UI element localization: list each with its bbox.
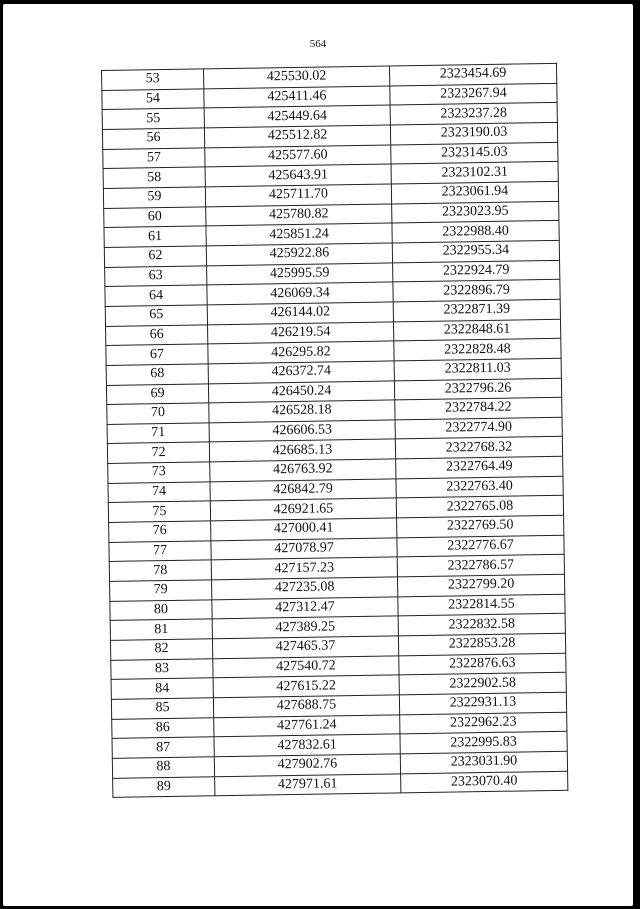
- point-number-cell: 85: [111, 698, 213, 719]
- y-coordinate-cell: 2322763.40: [396, 476, 563, 498]
- x-coordinate-cell: 427312.47: [212, 597, 398, 620]
- y-coordinate-cell: 2322871.39: [393, 299, 560, 321]
- x-coordinate-cell: 426295.82: [208, 341, 394, 364]
- point-number-cell: 75: [108, 501, 210, 522]
- x-coordinate-cell: 425922.86: [206, 243, 392, 266]
- point-number-cell: 56: [102, 128, 204, 149]
- point-number-cell: 72: [107, 442, 209, 463]
- page-number: 564: [309, 38, 327, 50]
- y-coordinate-cell: 2322896.79: [393, 280, 560, 302]
- y-coordinate-cell: 2322768.32: [395, 437, 562, 459]
- point-number-cell: 64: [105, 285, 207, 306]
- x-coordinate-cell: 427902.76: [214, 754, 400, 777]
- y-coordinate-cell: 2322786.57: [397, 555, 564, 577]
- x-coordinate-cell: 426372.74: [208, 361, 394, 384]
- y-coordinate-cell: 2322765.08: [396, 496, 563, 518]
- x-coordinate-cell: 427465.37: [212, 636, 398, 659]
- y-coordinate-cell: 2322876.63: [399, 653, 566, 675]
- x-coordinate-cell: 425711.70: [205, 184, 391, 207]
- y-coordinate-cell: 2322955.34: [392, 240, 559, 262]
- point-number-cell: 66: [106, 324, 208, 345]
- y-coordinate-cell: 2323070.40: [401, 771, 568, 793]
- point-number-cell: 67: [106, 344, 208, 365]
- x-coordinate-cell: 427971.61: [215, 774, 401, 797]
- coordinates-table: [101, 63, 568, 798]
- y-coordinate-cell: 2323190.03: [390, 122, 557, 144]
- x-coordinate-cell: 427078.97: [211, 538, 397, 561]
- point-number-cell: 76: [109, 521, 211, 542]
- coordinates-table-wrapper: [101, 63, 568, 798]
- point-number-cell: 58: [103, 167, 205, 188]
- point-number-cell: 79: [110, 580, 212, 601]
- y-coordinate-cell: 2322902.58: [399, 673, 566, 695]
- x-coordinate-cell: 426842.79: [210, 479, 396, 502]
- y-coordinate-cell: 2322931.13: [399, 692, 566, 714]
- y-coordinate-cell: 2322814.55: [398, 594, 565, 616]
- x-coordinate-cell: 427761.24: [214, 715, 400, 738]
- y-coordinate-cell: 2322799.20: [397, 574, 564, 596]
- point-number-cell: 88: [112, 757, 214, 778]
- x-coordinate-cell: 425995.59: [207, 263, 393, 286]
- x-coordinate-cell: 426685.13: [209, 439, 395, 462]
- y-coordinate-cell: 2323145.03: [391, 142, 558, 164]
- x-coordinate-cell: 425449.64: [204, 105, 390, 128]
- y-coordinate-cell: 2322796.26: [394, 378, 561, 400]
- point-number-cell: 83: [111, 659, 213, 680]
- point-number-cell: 53: [102, 69, 204, 90]
- point-number-cell: 77: [109, 541, 211, 562]
- point-number-cell: 68: [106, 364, 208, 385]
- point-number-cell: 62: [104, 246, 206, 267]
- point-number-cell: 78: [109, 560, 211, 581]
- y-coordinate-cell: 2322853.28: [398, 633, 565, 655]
- x-coordinate-cell: 425643.91: [205, 164, 391, 187]
- x-coordinate-cell: 426763.92: [210, 459, 396, 482]
- x-coordinate-cell: 425530.02: [203, 66, 389, 89]
- point-number-cell: 74: [108, 482, 210, 503]
- point-number-cell: 63: [105, 265, 207, 286]
- x-coordinate-cell: 425851.24: [206, 223, 392, 246]
- y-coordinate-cell: 2322776.67: [397, 535, 564, 557]
- y-coordinate-cell: 2323102.31: [391, 162, 558, 184]
- y-coordinate-cell: 2323237.28: [390, 103, 557, 125]
- x-coordinate-cell: 427615.22: [213, 675, 399, 698]
- x-coordinate-cell: 426144.02: [207, 302, 393, 325]
- point-number-cell: 71: [107, 423, 209, 444]
- x-coordinate-cell: 427235.08: [212, 577, 398, 600]
- y-coordinate-cell: 2322769.50: [397, 515, 564, 537]
- y-coordinate-cell: 2322784.22: [395, 397, 562, 419]
- y-coordinate-cell: 2323267.94: [390, 83, 557, 105]
- x-coordinate-cell: 427389.25: [212, 616, 398, 639]
- y-coordinate-cell: 2323454.69: [389, 63, 556, 85]
- x-coordinate-cell: 426219.54: [208, 321, 394, 344]
- point-number-cell: 54: [102, 89, 204, 110]
- y-coordinate-cell: 2322764.49: [396, 456, 563, 478]
- x-coordinate-cell: 425780.82: [206, 204, 392, 227]
- point-number-cell: 80: [110, 600, 212, 621]
- point-number-cell: 82: [110, 639, 212, 660]
- x-coordinate-cell: 426606.53: [209, 420, 395, 443]
- point-number-cell: 70: [107, 403, 209, 424]
- x-coordinate-cell: 425411.46: [204, 86, 390, 109]
- x-coordinate-cell: 426450.24: [208, 380, 394, 403]
- y-coordinate-cell: 2322988.40: [392, 221, 559, 243]
- y-coordinate-cell: 2323031.90: [400, 751, 567, 773]
- point-number-cell: 89: [113, 776, 215, 797]
- y-coordinate-cell: 2322832.58: [398, 614, 565, 636]
- y-coordinate-cell: 2322995.83: [400, 732, 567, 754]
- x-coordinate-cell: 425512.82: [204, 125, 390, 148]
- point-number-cell: 65: [105, 305, 207, 326]
- point-number-cell: 69: [106, 383, 208, 404]
- point-number-cell: 87: [112, 737, 214, 758]
- x-coordinate-cell: 425577.60: [205, 145, 391, 168]
- point-number-cell: 81: [110, 619, 212, 640]
- point-number-cell: 60: [104, 206, 206, 227]
- x-coordinate-cell: 426069.34: [207, 282, 393, 305]
- y-coordinate-cell: 2322774.90: [395, 417, 562, 439]
- y-coordinate-cell: 2323061.94: [391, 181, 558, 203]
- y-coordinate-cell: 2322924.79: [393, 260, 560, 282]
- point-number-cell: 55: [102, 108, 204, 129]
- x-coordinate-cell: 426528.18: [209, 400, 395, 423]
- table-body: [102, 63, 568, 797]
- point-number-cell: 57: [103, 148, 205, 169]
- x-coordinate-cell: 426921.65: [210, 498, 396, 521]
- x-coordinate-cell: 427157.23: [211, 557, 397, 580]
- point-number-cell: 84: [111, 678, 213, 699]
- x-coordinate-cell: 427688.75: [213, 695, 399, 718]
- x-coordinate-cell: 427540.72: [213, 656, 399, 679]
- point-number-cell: 59: [103, 187, 205, 208]
- x-coordinate-cell: 427832.61: [214, 734, 400, 757]
- y-coordinate-cell: 2322828.48: [394, 338, 561, 360]
- point-number-cell: 86: [112, 717, 214, 738]
- point-number-cell: 61: [104, 226, 206, 247]
- y-coordinate-cell: 2322848.61: [393, 319, 560, 341]
- y-coordinate-cell: 2323023.95: [392, 201, 559, 223]
- y-coordinate-cell: 2322811.03: [394, 358, 561, 380]
- x-coordinate-cell: 427000.41: [211, 518, 397, 541]
- y-coordinate-cell: 2322962.23: [400, 712, 567, 734]
- point-number-cell: 73: [108, 462, 210, 483]
- document-page: [3, 4, 633, 906]
